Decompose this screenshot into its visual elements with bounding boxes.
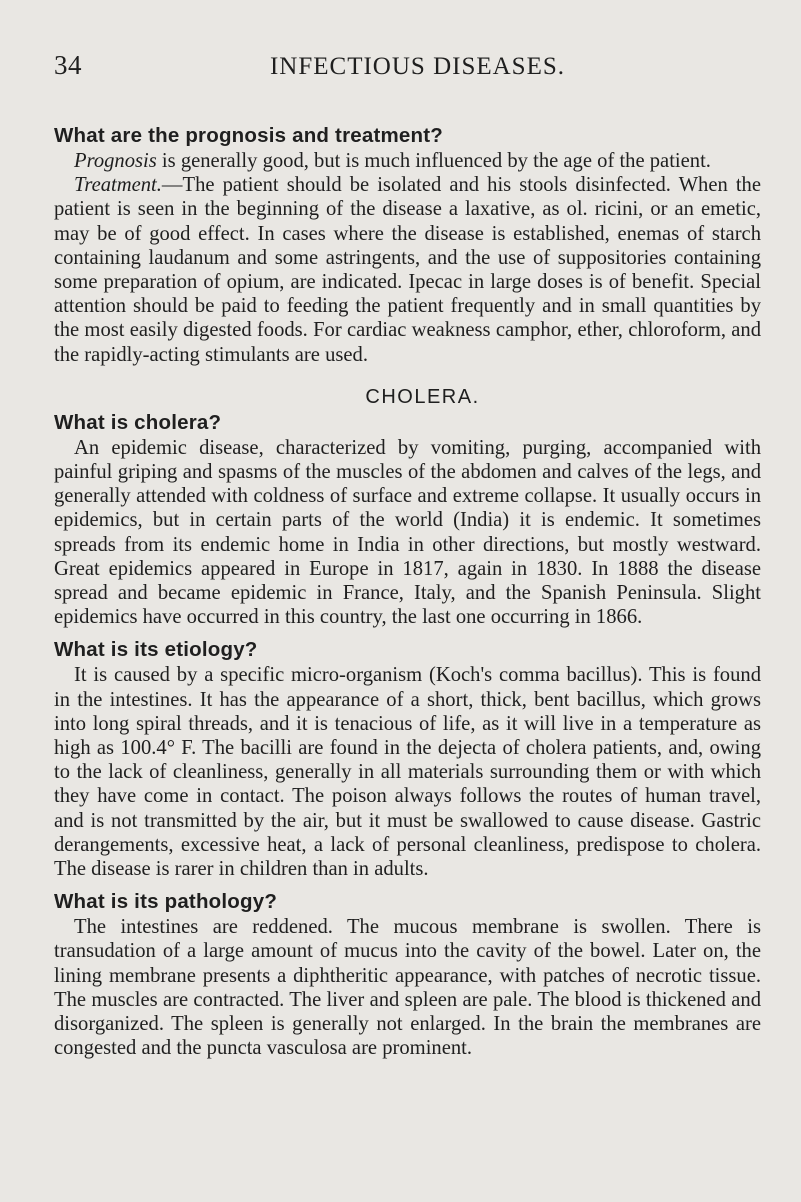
paragraph-etiology: It is caused by a specific micro-organism (Koch's comma bacillus). This is found in the intestines. It has the appearance of a short, thick, bent bacillus, which grows into long spiral threads, and it is tenacious of life, as it will live in a temperature as high as 100.4° F. The bacilli are found in the dejecta of cholera patients, and, owing to the lack of cleanliness, generally in all materials surrounding them or with which they have come in contact. The poison always follows the routes of human travel, and is not transmitted by the air, but it must be swallowed to cause disease. Gastric derangements, excessive heat, a lack of personal cleanliness, predispose to cholera. The disease is rarer in children than in adults. bbox=[54, 664, 761, 881]
prognosis-lead: Prognosis bbox=[74, 150, 157, 172]
paragraph-prognosis bbox=[54, 149, 761, 173]
question-etiology: What is its etiology? bbox=[54, 638, 258, 662]
paragraph-cholera-definition: An epidemic disease, characterized by vomiting, purging, accompanied with painful griping and spasms of the muscles of the abdomen and calves of the legs, and generally attended with coldness of surface and extreme collapse. It usually occurs in epidemics, but in certain parts of the world (India) it is endemic. It sometimes spreads from its endemic home in India in other directions, but mostly westward. Great epidemics appeared in Europe in 1817, again in 1830. In 1888 the disease spread and became epidemic in France, Italy, and the Spanish Peninsula. Slight epidemics have occurred in this country, the last one occurring in 1866. bbox=[54, 436, 761, 629]
treatment-lead: Treatment. bbox=[74, 174, 162, 197]
running-title: INFECTIOUS DISEASES. bbox=[269, 53, 566, 80]
treatment-text: —The patient should be isolated and his stools disinfected. When the patient is seen in the beginning of the disease a laxative, as ol. ricini, or an emetic, may be of good effect. In cases where the disease is established, enemas of starch containing laudanum and some astringents, and the use of suppositories containing some preparation of opium, are indicated. Ipecac in large doses is of benefit. Special attention should be paid to feeding the patient frequently and in small quantities by the most easily digested foods. For cardiac weakness camphor, ether, chloroform, and the rapidly-acting stimulants are used. bbox=[54, 174, 761, 366]
page-number: 34 bbox=[54, 50, 82, 80]
page-body bbox=[54, 123, 761, 1061]
section-title-cholera: CHOLERA. bbox=[365, 385, 480, 408]
question-prognosis-treatment: What are the prognosis and treatment? bbox=[54, 124, 443, 147]
running-head bbox=[54, 50, 761, 84]
paragraph-treatment bbox=[54, 173, 761, 367]
question-pathology: What is its pathology? bbox=[54, 890, 278, 914]
paragraph-pathology: The intestines are reddened. The mucous membrane is swollen. There is transudation of a large amount of mucus into the cavity of the bowel. Later on, the lining membrane presents a diphtheritic appearance, with patches of necrotic tissue. The muscles are contracted. The liver and spleen are pale. The blood is thickened and disorganized. The spleen is generally not enlarged. In the brain the membranes are congested and the puncta vasculosa are prominent. bbox=[54, 916, 761, 1060]
question-what-is-cholera: What is cholera? bbox=[54, 410, 222, 434]
prognosis-text: is generally good, but is much influenced by the age of the patient. bbox=[156, 150, 711, 172]
